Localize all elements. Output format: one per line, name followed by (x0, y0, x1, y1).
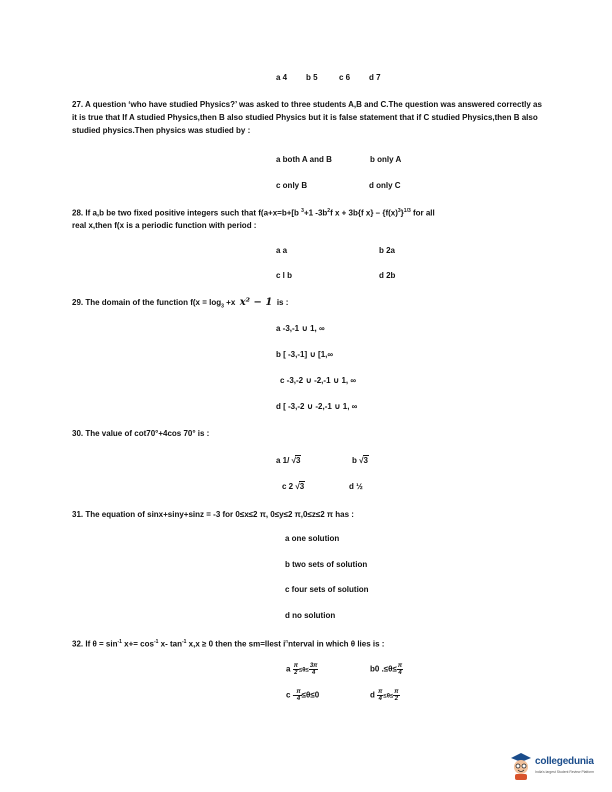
q28-option-a: a a (276, 246, 288, 255)
q28-end: for all (410, 208, 435, 218)
q30-c-prefix: c 2 (282, 482, 294, 491)
q32-p4: x,x ≥ 0 then the sm=llest i (188, 639, 286, 649)
q31-option-c: c four sets of solution (285, 585, 369, 594)
q32-b-label: b0 .≤θ≤ (370, 664, 397, 674)
q29-prefix: 29. The domain of the function f(x = log (72, 298, 222, 307)
collegedunia-logo (508, 748, 600, 784)
q32-option-c (286, 689, 319, 702)
q32-option-d (370, 689, 400, 702)
q32-p3: x- tan (160, 639, 182, 649)
q32-a-frac1: $\frac{\pi}{2}$ (293, 663, 298, 676)
q32-option-a (286, 663, 318, 676)
q31-option-a: a one solution (285, 534, 340, 543)
question-28-line1: 28. If a,b be two fixed positive integers such that f(a+x=b+[b $^3$+1 $-3b^2f$ x + 3b{f $x\} - \{f(x)^3\}^{1/3}$ for all (72, 208, 435, 218)
q32-a-mid: ≤θ≤ (298, 667, 309, 674)
q29-option-c: c -3,-2 ∪ -2,-1 ∪ 1, ∞ (280, 376, 357, 385)
q27-option-c: c only B (276, 181, 308, 190)
brand-name: collegedunia (535, 756, 594, 767)
q27-option-d: d only C (369, 181, 401, 190)
q29-sub: 3 (221, 303, 224, 310)
q32-c-label: c - (286, 690, 296, 700)
q30-a-root: 3 (295, 456, 301, 465)
top-option-c: c 6 (339, 73, 351, 82)
q29-option-b: b [ -3,-1] ∪ [1,∞ (276, 350, 334, 359)
q30-option-b: b √3 (352, 456, 368, 465)
top-option-a: a 4 (276, 73, 288, 82)
q32-b-frac: $\frac{\pi}{4}$ (397, 663, 403, 676)
q32-sup1: -1 (117, 639, 122, 645)
q32-c-mid: ≤θ≤0 (301, 690, 320, 700)
q32-d-frac1: $\frac{\pi}{4}$ (378, 689, 383, 702)
q28-mid2: f x + 3b{f x} – {f(x) (330, 208, 398, 218)
question-27: 27. A question ‘who have studied Physics?’ was asked to three students A,B and C.The question was answered correctly as it is true that If A studied Physics,then B also studied Physics but it is false statement that if C studied Physics,then B also studied physics.Then physics was studied by : (72, 100, 542, 135)
q32-d-label: d (370, 690, 375, 700)
q32-prefix: 32. If θ = sin (72, 639, 118, 649)
top-option-d: d 7 (369, 73, 381, 82)
q29-expr: x² − 1 (239, 297, 273, 308)
q27-option-b: b only A (370, 155, 402, 164)
q32-a-label: a (286, 664, 291, 674)
q32-d-frac2: $\frac{\pi}{2}$ (394, 689, 399, 702)
q32-c-frac: $\frac{\pi}{4}$ (296, 689, 301, 702)
q28-prefix: 28. If a,b be two fixed positive integers such that f(a+x=b+[b (72, 208, 302, 218)
q30-b-root: 3 (363, 456, 368, 465)
q29-option-a: a -3,-1 ∪ 1, ∞ (276, 324, 325, 333)
q30-option-a: a 1/ √3 (276, 456, 301, 465)
q30-option-d: d ½ (349, 482, 363, 491)
q28-option-d: d 2b (379, 271, 396, 280)
q32-d-mid: ≤θ≤ (383, 693, 394, 700)
top-option-b: b 5 (306, 73, 318, 82)
q29-end: is : (276, 298, 289, 307)
question-31: 31. The equation of sinx+siny+sinz = -3 for 0≤x≤2 π, 0≤y≤2 π,0≤z≤2 π has : (72, 510, 354, 519)
q28-option-b: b 2a (379, 246, 396, 255)
q32-p2: x+= cos (124, 639, 154, 649)
q30-option-c: c 2 √3 (282, 482, 305, 491)
q32-sup2: -1 (153, 639, 159, 645)
q30-b-prefix: b (352, 456, 357, 465)
question-32: 32. If $\theta = \sin^{-1} x+= \cos^{-1} x-$ $\tan^{-1} x,x \ge 0$ then the sm=llest $i^nnterval$ in which θ lies is : (72, 639, 385, 649)
brand-tagline: India's largest Student Review Platform (535, 770, 595, 774)
q32-sup3: -1 (181, 639, 187, 645)
q29-option-d: d [ -3,-2 ∪ -2,-1 ∪ 1, ∞ (276, 402, 358, 411)
question-30: 30. The value of cot70°+4cos 70° is : (72, 429, 210, 438)
q28-option-c: c l b (276, 271, 293, 280)
q29-mid: +x (226, 298, 236, 307)
mascot-icon (508, 750, 534, 780)
q30-c-root: 3 (299, 482, 305, 491)
q32-p5: nterval in which θ lies is : (288, 639, 385, 649)
q31-option-d: d no solution (285, 611, 336, 620)
q31-option-b: b two sets of solution (285, 560, 368, 569)
q30-a-prefix: a 1/ (276, 456, 290, 465)
q28-mid: +1 -3b (303, 208, 328, 218)
q32-option-b (370, 663, 403, 676)
question-29 (72, 298, 288, 312)
q32-a-frac2: $\frac{3\pi}{4}$ (309, 663, 318, 676)
question-28-line2: real x,then f(x is a periodic function with period : (72, 221, 257, 230)
q27-option-a: a both A and B (276, 155, 332, 164)
